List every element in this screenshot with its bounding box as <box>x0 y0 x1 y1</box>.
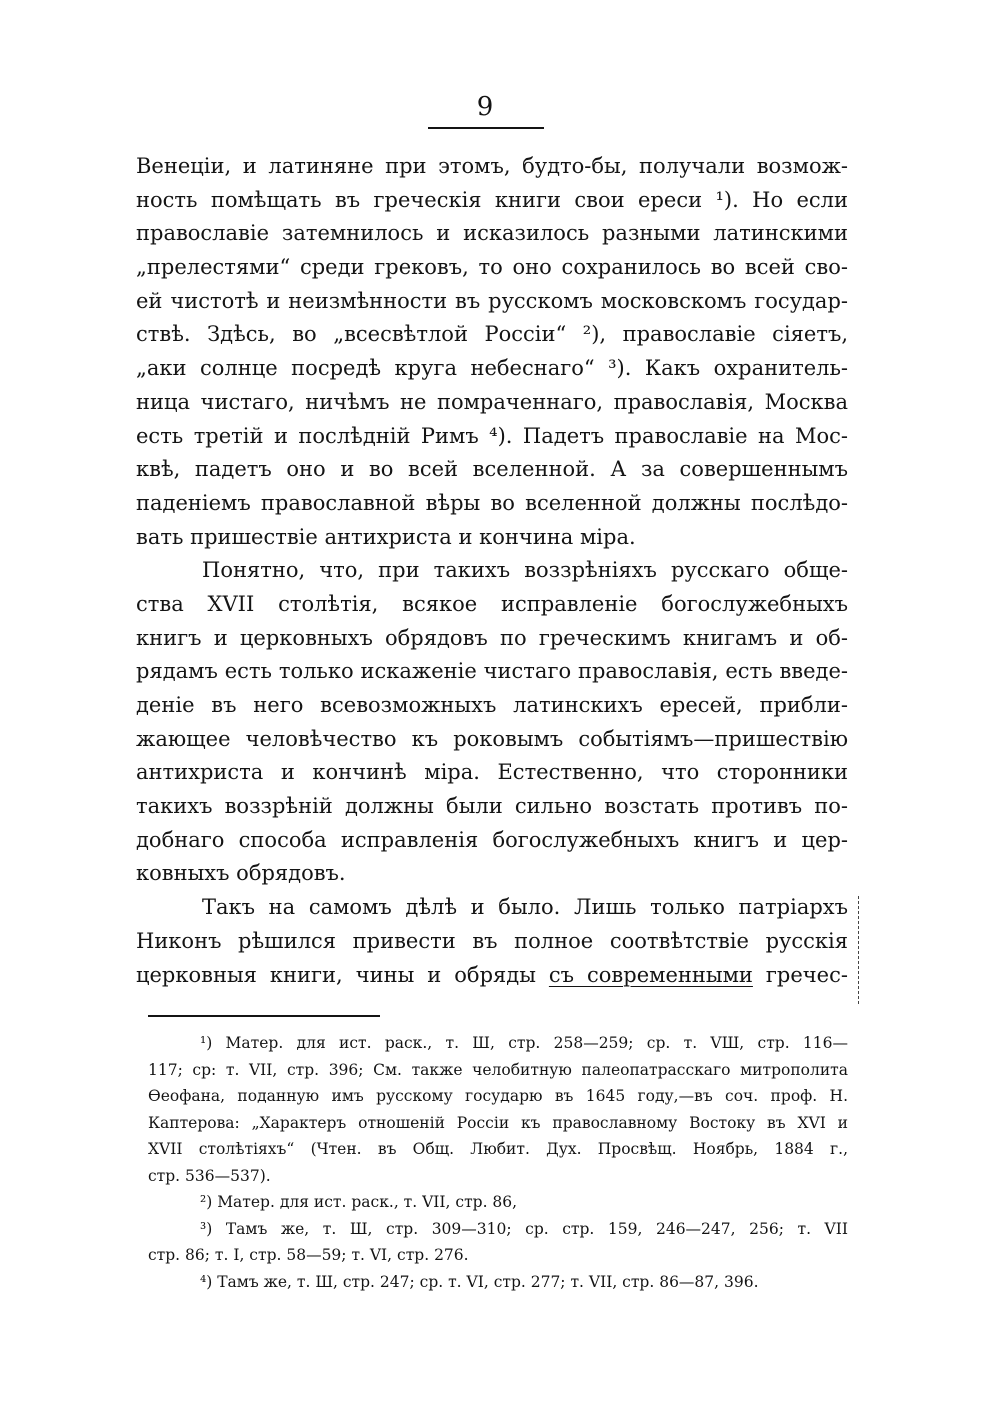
footnote-line: ³) Тамъ же, т. Ш, стр. 309—310; ср. стр. 159, 246—247, 256; т. VII <box>200 1219 848 1238</box>
text-line: вать пришествіе антихриста и кончина міра. <box>136 524 636 549</box>
text-fragment: гречес- <box>765 962 848 987</box>
body-text <box>136 150 848 992</box>
footnote-line: ²) Матер. для ист. раск., т. VII, стр. 86, <box>200 1193 518 1211</box>
text-line: Никонъ рѣшился привести въ полное соотвѣтствіе русскія <box>136 928 848 953</box>
text-line: квѣ, падетъ оно и во всей вселенной. А за совершеннымъ <box>136 457 848 482</box>
text-line: есть третій и послѣдній Римъ ⁴). Падетъ православіе на Мос- <box>136 423 848 448</box>
header-rule <box>428 127 544 129</box>
text-line: Венеціи, и латиняне при этомъ, будто-бы, получали возмож- <box>136 154 848 178</box>
text-line: ства XVII столѣтія, всякое исправленіе богослужебныхъ <box>136 591 848 616</box>
footnote-line: XVII столѣтіяхъ“ (Чтен. въ Общ. Любит. Дух. Просвѣщ. Ноябрь, 1884 г., <box>148 1140 848 1158</box>
margin-mark <box>858 896 865 1004</box>
footnotes <box>148 1030 848 1295</box>
text-line: ей чистотѣ и неизмѣнности въ русскомъ московскомъ государ- <box>136 288 848 313</box>
page-number: 9 <box>476 92 494 122</box>
text-line: Понятно, что, при такихъ воззрѣніяхъ русскаго обще- <box>202 558 848 583</box>
text-line: ность помѣщать въ греческія книги свои ереси ¹). Но если <box>136 187 848 212</box>
text-line: антихриста и кончинѣ міра. Естественно, что сторонники <box>136 760 848 785</box>
text-line: православіе затемнилось и исказилось разными латинскими <box>136 221 848 246</box>
text-line: деніе въ него всевозможныхъ латинскихъ ересей, прибли- <box>136 693 848 717</box>
text-line: добнаго способа исправленія богослужебныхъ книгъ и цер- <box>136 827 848 852</box>
text-line: „аки солнце посредѣ круга небеснаго“ ³). Какъ охранитель- <box>136 356 848 381</box>
footnote-line: стр. 86; т. I, стр. 58—59; т. VI, стр. 276. <box>148 1246 469 1264</box>
text-line: ковныхъ обрядовъ. <box>136 861 346 886</box>
text-line <box>136 959 848 993</box>
text-line: ница чистаго, ничѣмъ не помраченнаго, православія, Москва <box>136 389 848 414</box>
footnote-line: ¹) Матер. для ист. раск., т. Ш, стр. 258—259; ср. т. VШ, стр. 116— <box>200 1034 848 1052</box>
text-line: „прелестями“ среди грековъ, то оно сохранилось во всей сво- <box>136 255 848 280</box>
footnote-line: 117; ср: т. VII, стр. 396; См. также челобитную палеопатрасскаго митрополита <box>148 1060 848 1079</box>
footnote-line: ⁴) Тамъ же, т. Ш, стр. 247; ср. т. VI, стр. 277; т. VII, стр. 86—87, 396. <box>200 1272 759 1291</box>
text-line: жающее человѣчество къ роковымъ событіямъ—пришествію <box>136 726 848 751</box>
footnote-rule <box>148 1015 380 1017</box>
text-line: Такъ на самомъ дѣлѣ и было. Лишь только патріархъ <box>202 895 848 920</box>
footnote-line: стр. 536—537). <box>148 1166 271 1185</box>
text-line: паденіемъ православной вѣры во вселенной должны послѣдо- <box>136 490 848 515</box>
text-fragment: церковныя книги, чины и обряды <box>136 962 536 987</box>
footnote-line: Каптерова: „Характеръ отношеній Россіи къ православному Востоку въ XVI и <box>148 1113 848 1132</box>
text-line: такихъ воззрѣній должны были сильно возстать противъ по- <box>136 794 848 819</box>
text-line: книгъ и церковныхъ обрядовъ по греческимъ книгамъ и об- <box>136 625 848 650</box>
text-line: ствѣ. Здѣсь, во „всесвѣтлой Россіи“ ²), православіе сіяетъ, <box>136 322 848 347</box>
text-line: рядамъ есть только искаженіе чистаго православія, есть введе- <box>136 659 848 684</box>
footnote-line: Ѳеофана, поданную имъ русскому государю въ 1645 году,—въ соч. проф. Н. <box>148 1087 848 1105</box>
underlined-text: съ современными <box>548 962 753 987</box>
